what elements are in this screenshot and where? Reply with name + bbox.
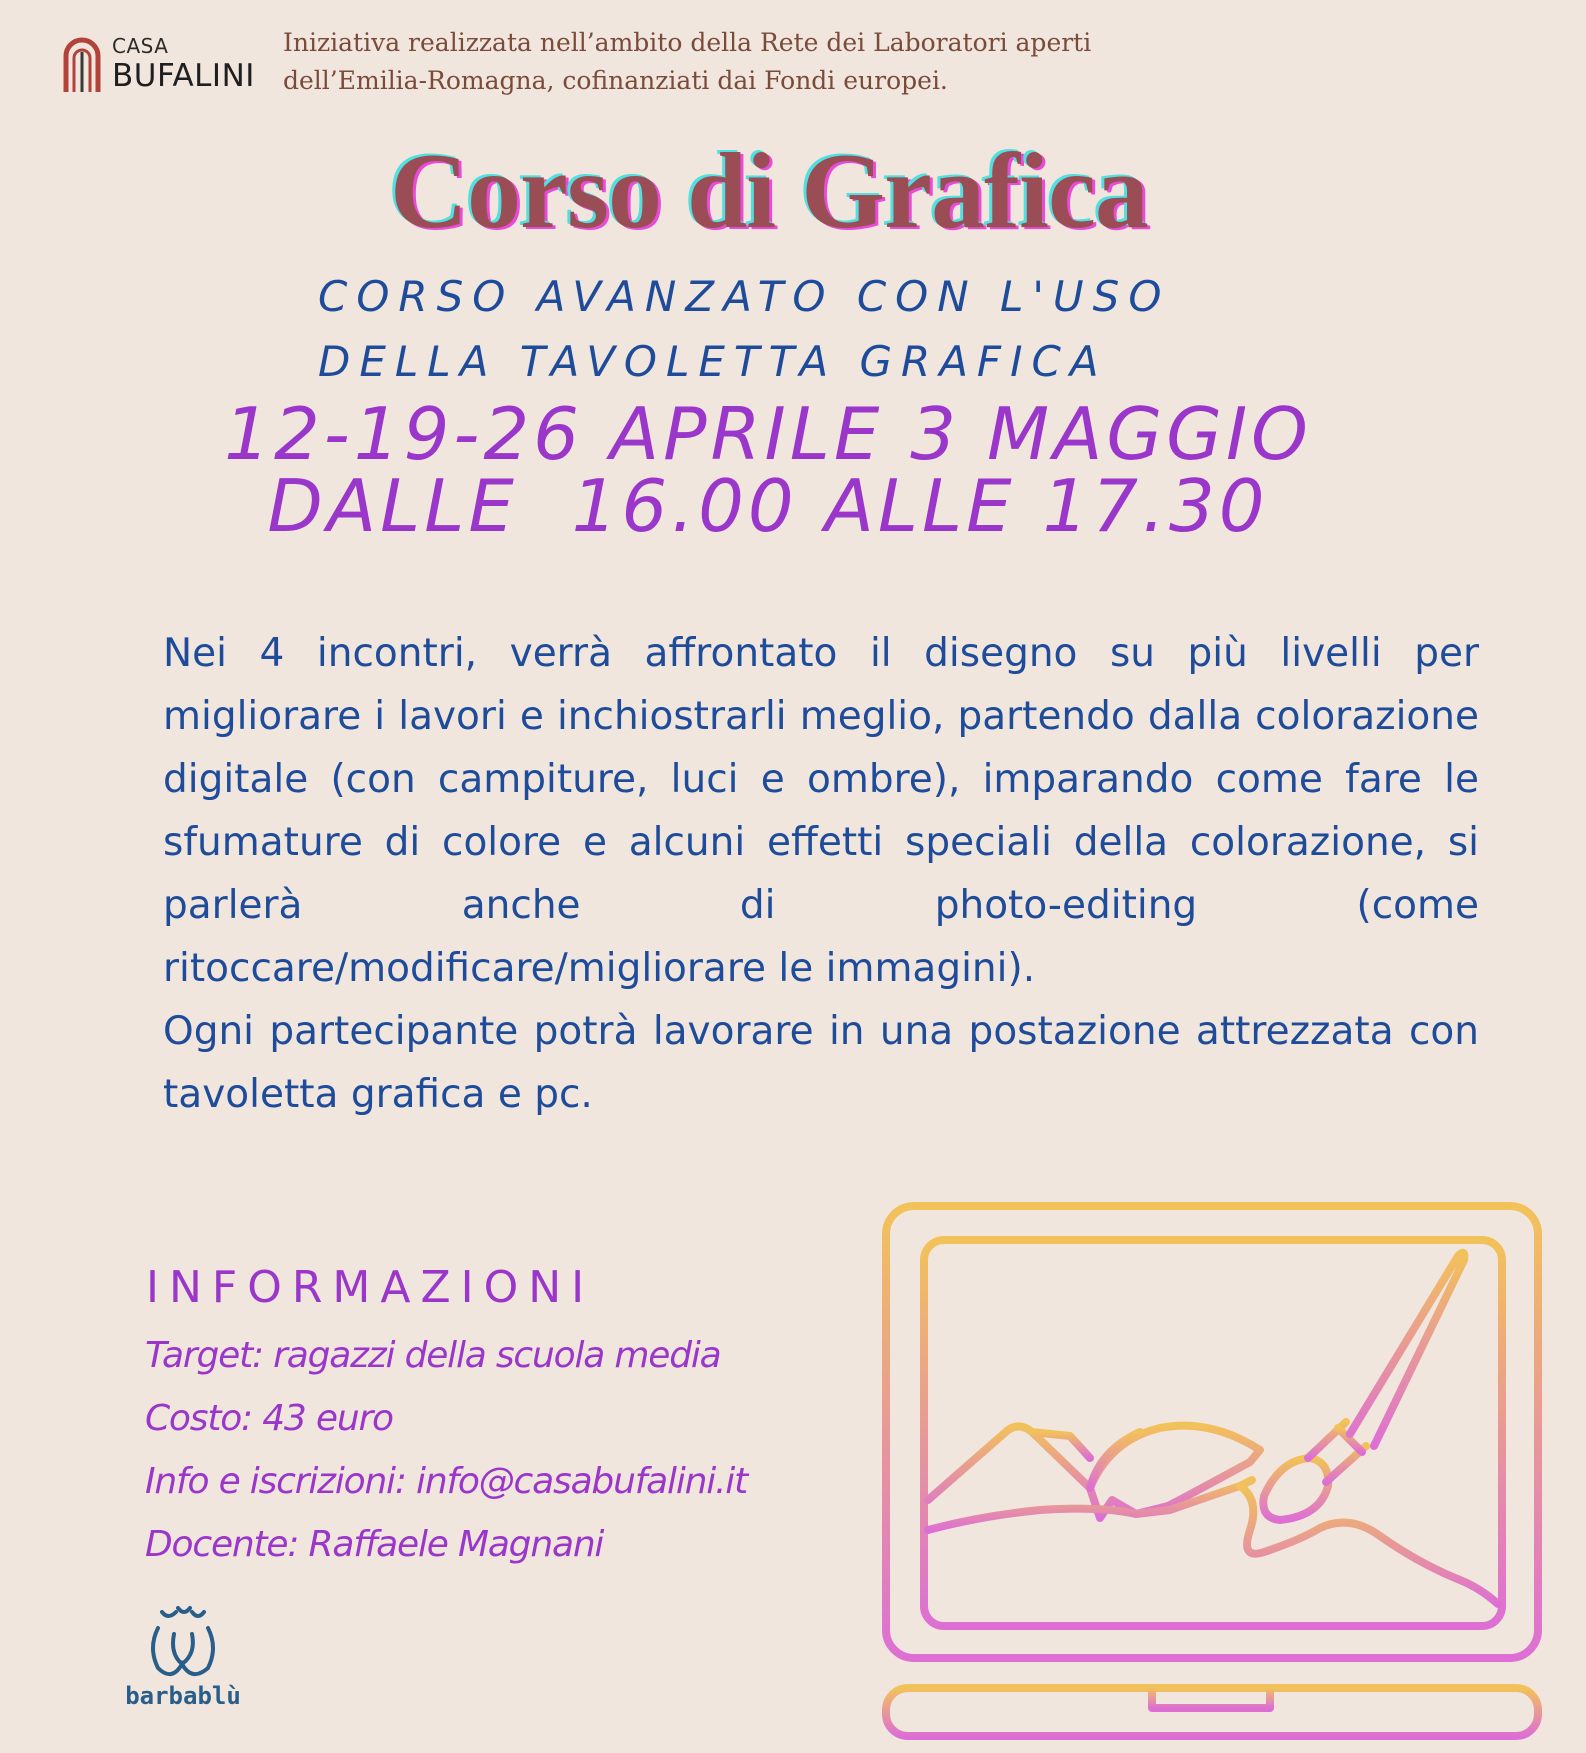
course-schedule bbox=[0, 392, 1586, 548]
description-paragraph-2: Ogni partecipante potrà lavorare in una postazione attrezzata con tavoletta grafica e pc. bbox=[163, 1009, 1479, 1117]
subtitle-line-2: DELLA TAVOLETTA GRAFICA bbox=[318, 337, 1108, 386]
barbablu-logo bbox=[118, 1598, 248, 1728]
barbablu-logo-icon bbox=[118, 1598, 248, 1682]
course-description bbox=[163, 622, 1479, 1126]
course-subtitle bbox=[318, 264, 1170, 394]
info-contact[interactable]: Info e iscrizioni: info@casabufalini.it bbox=[145, 1461, 748, 1502]
schedule-dates: 12-19-26 APRILE 3 MAGGIO bbox=[224, 392, 1312, 476]
description-paragraph-1: Nei 4 incontri, verrà affrontato il disegno su più livelli per migliorare i lavori e inchiostrarli meglio, partendo dalla colorazione digitale (con campiture, luci e ombre), imparando come fare le sfumature di colore e alcuni effetti speciali della colorazione, si parlerà anche di photo-editing (come ritoccare/modificare/migliorare le immagini). bbox=[163, 631, 1479, 991]
initiative-line-1: Iniziativa realizzata nell’ambito della Rete dei Laboratori aperti bbox=[283, 28, 1092, 57]
casa-bufalini-logo bbox=[60, 26, 260, 96]
info-teacher: Docente: Raffaele Magnani bbox=[145, 1524, 604, 1565]
logo-bufalini-text: BUFALINI bbox=[112, 58, 255, 94]
monitor-paintbrush-icon bbox=[880, 1200, 1546, 1750]
arch-logo-icon bbox=[60, 32, 104, 92]
barbablu-text: barbablù bbox=[125, 1682, 241, 1710]
schedule-time: DALLE 16.00 ALLE 17.30 bbox=[267, 464, 1269, 548]
info-heading: INFORMAZIONI bbox=[146, 1262, 595, 1313]
initiative-note bbox=[283, 24, 1163, 100]
page-title: Corso di Grafica bbox=[390, 132, 1148, 251]
info-list bbox=[145, 1324, 747, 1576]
initiative-line-2: dell’Emilia-Romagna, cofinanziati dai Fondi europei. bbox=[283, 66, 948, 95]
info-cost: Costo: 43 euro bbox=[145, 1398, 393, 1439]
subtitle-line-1: CORSO AVANZATO CON L'USO bbox=[318, 272, 1171, 321]
info-target: Target: ragazzi della scuola media bbox=[145, 1335, 721, 1376]
logo-casa-text: CASA bbox=[112, 34, 169, 58]
